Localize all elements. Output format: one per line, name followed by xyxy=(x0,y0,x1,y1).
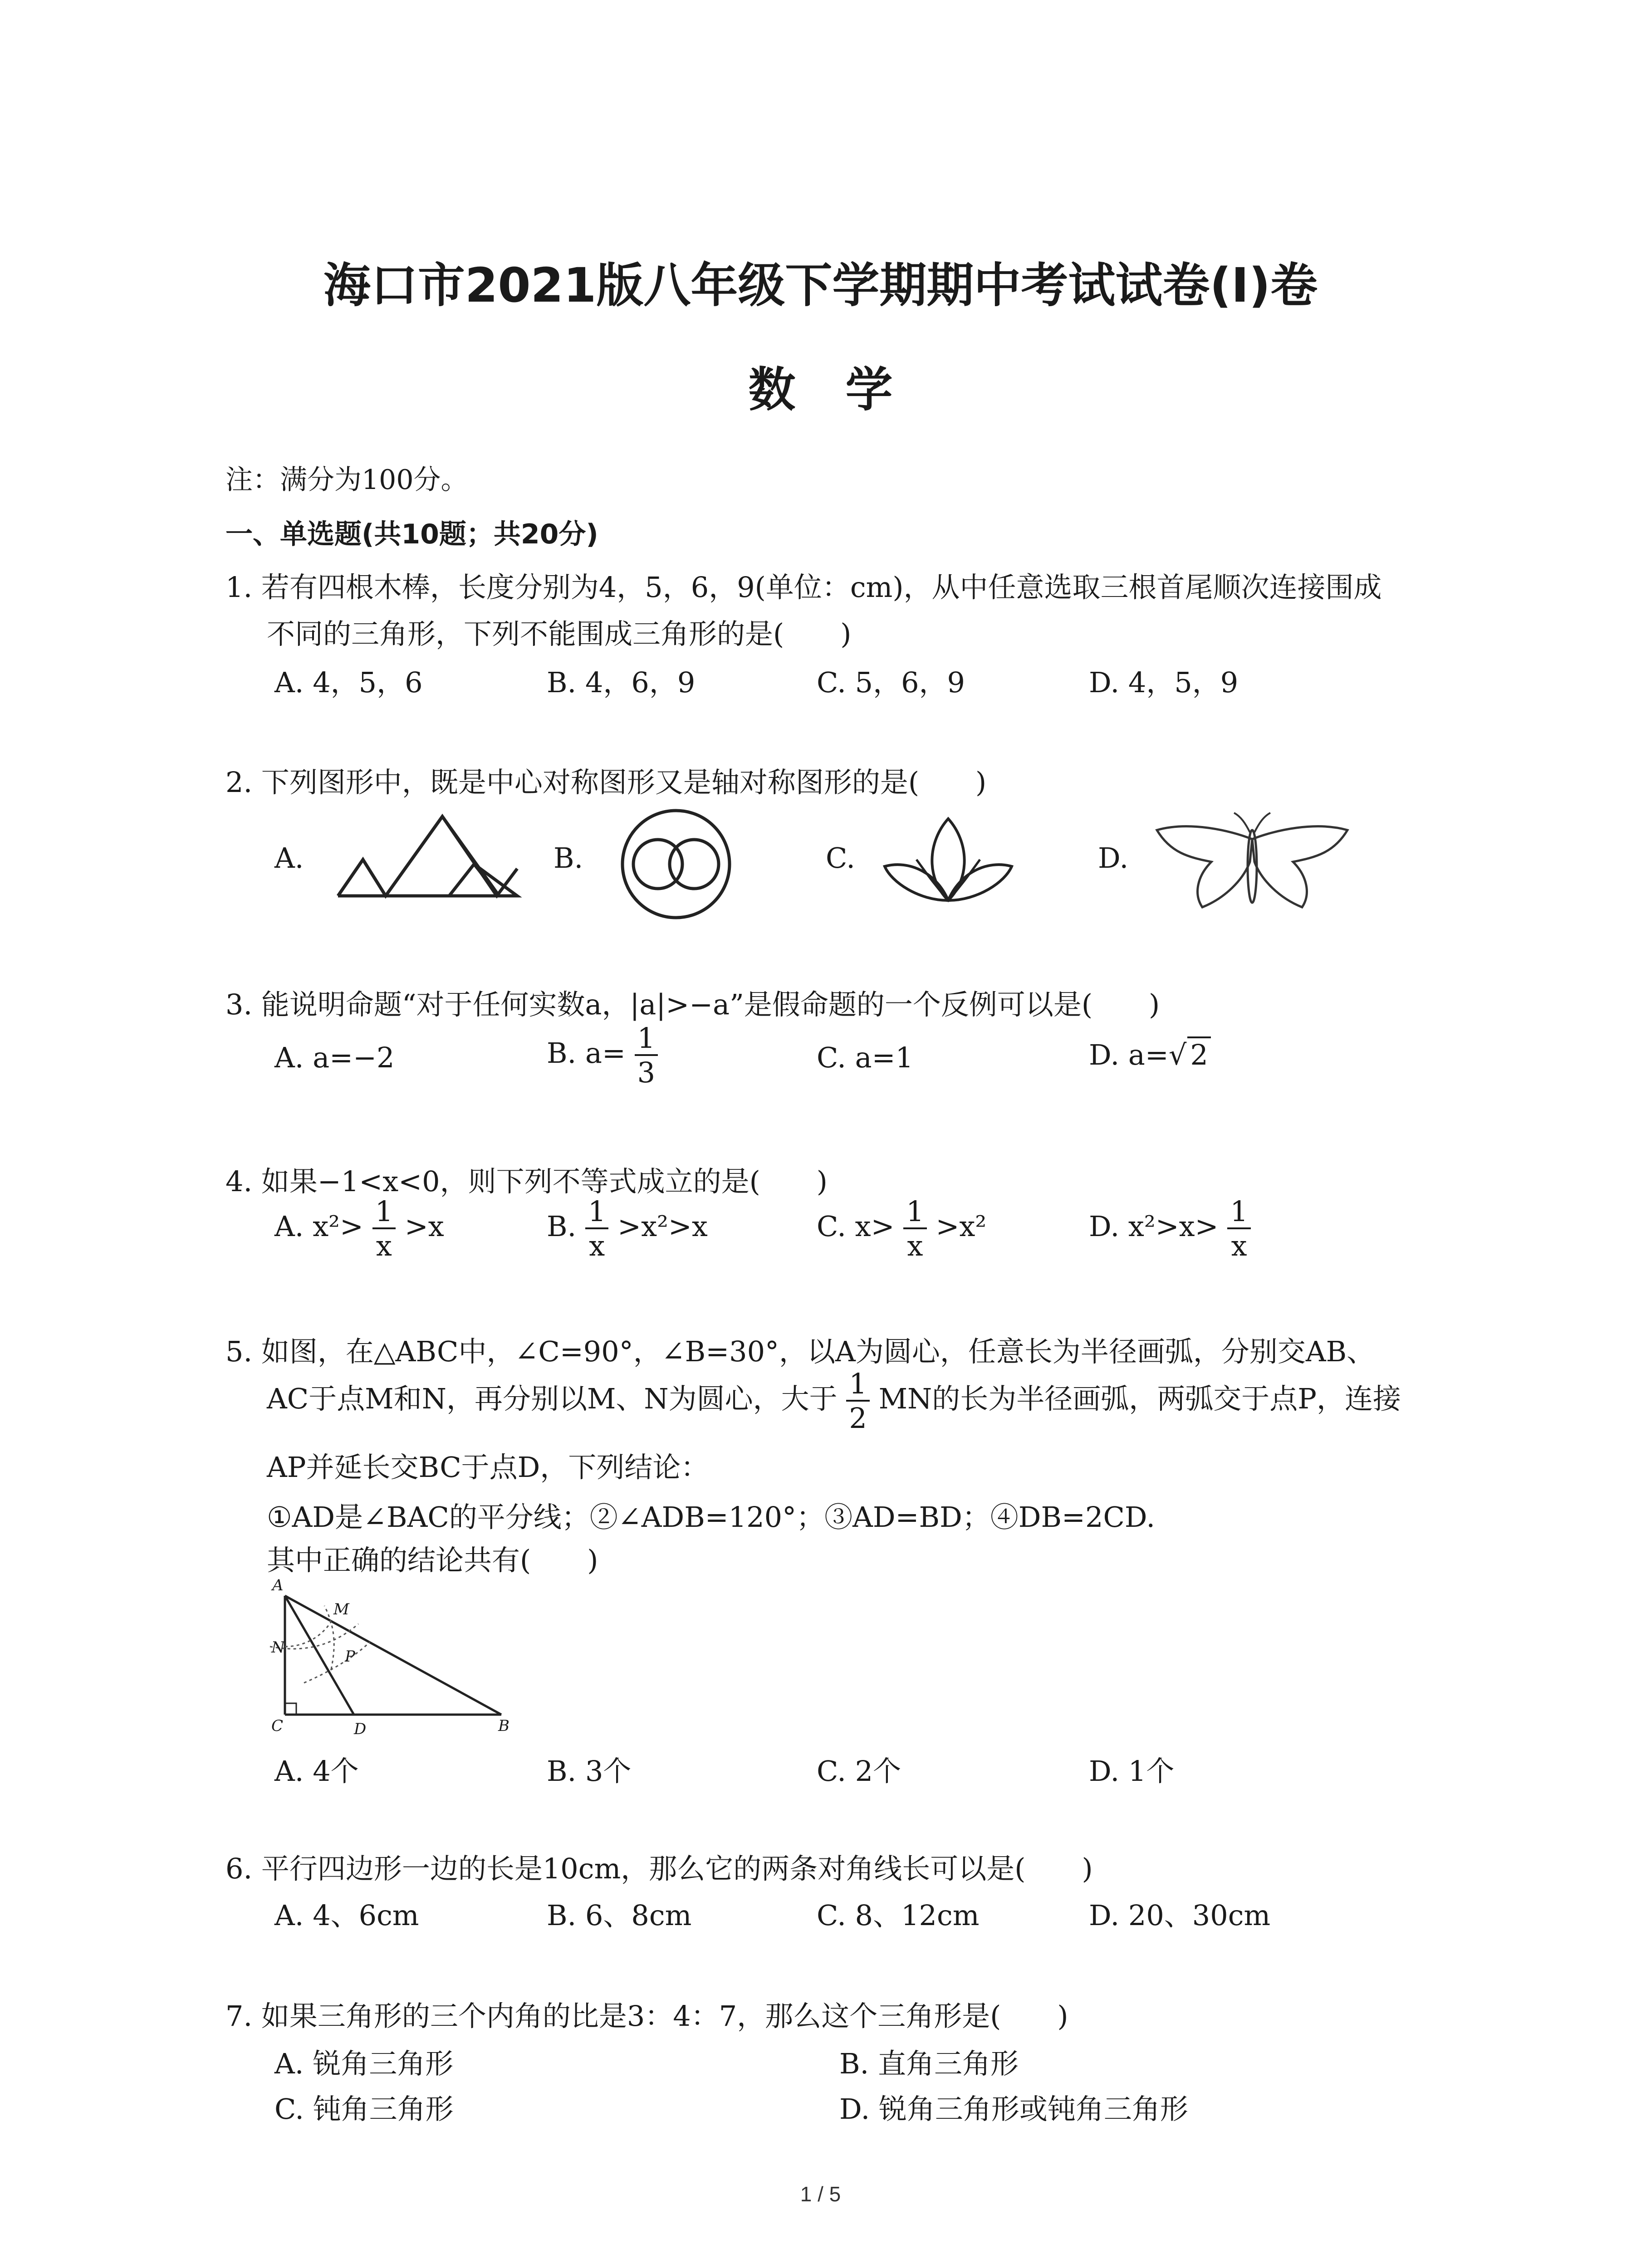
fraction-denominator: x xyxy=(589,1229,605,1262)
option-c[interactable] xyxy=(817,1195,987,1262)
fraction-numerator: 1 xyxy=(585,1198,608,1229)
point-c-label: C xyxy=(271,1717,284,1735)
line2-post: MN的长为半径画弧，两弧交于点P，连接 xyxy=(878,1382,1401,1416)
fraction-numerator: 1 xyxy=(372,1198,396,1229)
point-n-label: N xyxy=(271,1638,285,1657)
question-3-text: 3. 能说明命题“对于任何实数a，|a|>−a”是假命题的一个反例可以是( ) xyxy=(225,988,1160,1021)
fraction-denominator: x xyxy=(907,1229,923,1262)
question-5-line5: 其中正确的结论共有( ) xyxy=(267,1544,598,1577)
option-c[interactable]: C. 8、12cm xyxy=(817,1899,980,1932)
option-a-pre: A. x²> xyxy=(274,1210,363,1243)
note: 注：满分为100分。 xyxy=(225,464,468,496)
triangle-figure-icon xyxy=(268,1579,522,1742)
option-b[interactable] xyxy=(547,1024,658,1087)
option-b[interactable] xyxy=(547,1195,708,1262)
fraction-numerator: 1 xyxy=(846,1370,869,1402)
option-a[interactable]: A. a=−2 xyxy=(274,1041,395,1074)
question-7-text: 7. 如果三角形的三个内角的比是3：4：7，那么这个三角形是( ) xyxy=(225,1999,1068,2033)
question-2-text: 2. 下列图形中，既是中心对称图形又是轴对称图形的是( ) xyxy=(225,766,987,799)
option-a[interactable]: A. 锐角三角形 xyxy=(274,2047,454,2080)
question-5-line1: 5. 如图，在△ABC中，∠C=90°，∠B=30°，以A为圆心，任意长为半径画弧，分别交AB、 xyxy=(225,1335,1375,1368)
line2-pre: AC于点M和N，再分别以M、N为圆心，大于 xyxy=(267,1382,838,1416)
option-b-post: >x²>x xyxy=(617,1210,708,1243)
option-a[interactable]: A. xyxy=(274,841,304,875)
point-d-label: D xyxy=(354,1720,367,1738)
butterfly-figure-icon xyxy=(1152,812,1352,916)
option-d[interactable]: D. 20、30cm xyxy=(1089,1899,1271,1932)
option-c[interactable]: C. xyxy=(826,841,855,875)
point-p-label: P xyxy=(345,1647,355,1666)
option-d[interactable] xyxy=(1089,1036,1211,1071)
option-d-pre: D. x²>x> xyxy=(1089,1210,1219,1243)
circle-figure-icon xyxy=(617,805,735,923)
option-a[interactable]: A. 4，5，6 xyxy=(274,666,423,699)
option-d-prefix: D. a= xyxy=(1089,1038,1169,1071)
fraction xyxy=(903,1195,926,1262)
option-c[interactable]: C. a=1 xyxy=(817,1041,914,1074)
option-a[interactable]: A. 4个 xyxy=(274,1755,359,1788)
option-b[interactable]: B. 4，6，9 xyxy=(547,666,696,699)
lotus-figure-icon xyxy=(882,814,1014,909)
fraction-denominator: x xyxy=(376,1229,392,1262)
option-a-post: >x xyxy=(404,1210,444,1243)
fraction xyxy=(635,1024,658,1087)
fraction xyxy=(1227,1195,1250,1262)
point-b-label: B xyxy=(498,1717,509,1735)
fraction-denominator: 3 xyxy=(637,1056,656,1089)
option-c-pre: C. x> xyxy=(817,1210,895,1243)
point-a-label: A xyxy=(272,1576,284,1594)
question-4-text: 4. 如果−1<x<0，则下列不等式成立的是( ) xyxy=(225,1165,828,1198)
option-d[interactable] xyxy=(1089,1195,1251,1262)
fraction xyxy=(846,1367,869,1435)
fraction-denominator: 2 xyxy=(849,1402,867,1435)
question-1-line2: 不同的三角形，下列不能围成三角形的是( ) xyxy=(267,617,852,650)
option-b[interactable]: B. 3个 xyxy=(547,1755,632,1788)
page-title: 海口市2021版八年级下学期期中考试试卷(I)卷 xyxy=(323,258,1318,313)
option-b-prefix: B. a= xyxy=(547,1036,626,1070)
question-5-line3: AP并延长交BC于点D，下列结论： xyxy=(267,1451,709,1484)
fraction-numerator: 1 xyxy=(903,1198,926,1229)
radicand: 2 xyxy=(1187,1036,1210,1071)
subject-title: 数学 xyxy=(748,362,943,417)
option-c-post: >x² xyxy=(936,1210,987,1243)
fraction xyxy=(372,1195,396,1262)
radical-sign: √ xyxy=(1168,1038,1187,1071)
section-heading: 一、单选题(共10题；共20分) xyxy=(225,518,598,550)
option-b[interactable]: B. 6、8cm xyxy=(547,1899,692,1932)
fraction xyxy=(585,1195,608,1262)
fraction-denominator: x xyxy=(1231,1229,1247,1262)
question-1-line1: 1. 若有四根木棒，长度分别为4，5，6，9(单位：cm)，从中任意选取三根首尾顺次连接围成 xyxy=(225,571,1382,604)
option-b[interactable]: B. 直角三角形 xyxy=(839,2047,1019,2080)
point-m-label: M xyxy=(333,1600,349,1618)
option-d[interactable]: D. 1个 xyxy=(1089,1755,1175,1788)
fraction-numerator: 1 xyxy=(635,1024,658,1056)
question-6-text: 6. 平行四边形一边的长是10cm，那么它的两条对角线长可以是( ) xyxy=(225,1852,1093,1885)
option-d[interactable]: D. 锐角三角形或钝角三角形 xyxy=(839,2092,1188,2126)
question-5-line2 xyxy=(267,1367,1401,1435)
option-c[interactable]: C. 2个 xyxy=(817,1755,901,1788)
option-c[interactable]: C. 5，6，9 xyxy=(817,666,965,699)
option-a[interactable]: A. 4、6cm xyxy=(274,1899,419,1932)
option-d[interactable]: D. 4，5，9 xyxy=(1089,666,1239,699)
option-b-pre: B. xyxy=(547,1210,585,1243)
option-d[interactable]: D. xyxy=(1098,841,1129,875)
question-5-line4: ①AD是∠BAC的平分线；②∠ADB=120°；③AD=BD；④DB=2CD. xyxy=(267,1501,1156,1534)
option-a[interactable] xyxy=(274,1195,444,1262)
mountain-figure-icon xyxy=(336,814,522,900)
fraction-numerator: 1 xyxy=(1227,1198,1250,1229)
option-b[interactable]: B. xyxy=(554,841,583,875)
page-number: 1 / 5 xyxy=(800,2182,841,2206)
option-c[interactable]: C. 钝角三角形 xyxy=(274,2092,454,2126)
